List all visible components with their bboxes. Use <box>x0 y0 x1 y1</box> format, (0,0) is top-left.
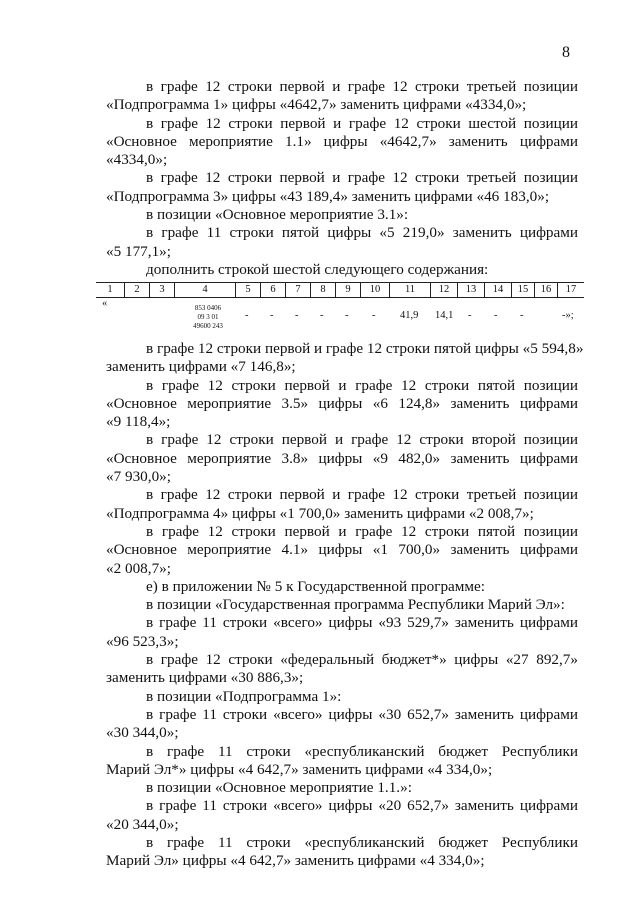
text-block-before-table <box>106 78 578 279</box>
column-header: 11 <box>404 284 416 295</box>
paragraph-line: в графе 11 строки «всего» цифры «93 529,7» заменить цифрами <box>146 614 578 632</box>
inserted-table <box>96 282 584 332</box>
paragraph-line: в графе 11 строки «республиканский бюджет Республики <box>146 834 578 852</box>
code-line: 09 3 01 <box>197 313 219 321</box>
paragraph-line: «20 344,0»; <box>106 815 179 833</box>
paragraph-line: Марий Эл» цифры «4 642,7» заменить цифрами «4 334,0»; <box>106 852 485 870</box>
paragraph-line: в позиции «Государственная программа Республики Марий Эл»: <box>146 596 565 614</box>
table-cell: 41,9 <box>400 310 419 321</box>
paragraph-line: «30 344,0»; <box>106 724 179 742</box>
table-cell: -»; <box>562 310 574 321</box>
code-line: 49600 243 <box>193 322 223 330</box>
code-line: 853 0406 <box>194 304 222 312</box>
column-header: 3 <box>159 284 165 295</box>
paragraph-line: Марий Эл*» цифры «4 642,7» заменить цифрами «4 334,0»; <box>106 760 493 778</box>
column-header: 8 <box>320 284 326 295</box>
paragraph-line: в графе 12 строки первой и графе 12 строки пятой позиции <box>146 522 578 540</box>
table-cell: - <box>520 310 524 321</box>
paragraph-line: «Основное мероприятие 3.8» цифры «9 482,0» заменить цифрами <box>106 449 578 467</box>
column-header: 14 <box>492 284 504 295</box>
column-header: 9 <box>345 284 351 295</box>
column-header: 2 <box>134 284 140 295</box>
paragraph-line: заменить цифрами «30 886,3»; <box>106 669 304 687</box>
paragraph-line: «7 930,0»; <box>106 468 171 486</box>
table-cell: 14,1 <box>435 310 454 321</box>
paragraph-line: в позиции «Подпрограмма 1»: <box>146 687 342 705</box>
paragraph-line: в позиции «Основное мероприятие 3.1»: <box>146 206 409 224</box>
paragraph-line: «5 177,1»; <box>106 242 171 260</box>
paragraph-line: «Подпрограмма 4» цифры «1 700,0» заменить цифрами «2 008,7»; <box>106 504 534 522</box>
column-header: 12 <box>438 284 450 295</box>
paragraph-line: в графе 12 строки первой и графе 12 строки третьей позиции <box>146 169 578 187</box>
table-cell: - <box>494 310 498 321</box>
paragraph-line: в графе 12 строки первой и графе 12 строки третьей позиции <box>146 486 578 504</box>
text-block-after-table <box>106 340 584 871</box>
paragraph-line: «9 118,4»; <box>106 413 171 431</box>
paragraph-line: в графе 12 строки первой и графе 12 строки пятой цифры «5 594,8» <box>146 340 584 357</box>
paragraph-line: дополнить строкой шестой следующего содержания: <box>146 260 489 278</box>
paragraph-line: «96 523,3»; <box>106 632 179 650</box>
column-header: 6 <box>270 284 276 295</box>
paragraph-line: в графе 11 строки «всего» цифры «20 652,7» заменить цифрами <box>146 797 578 815</box>
table-cell: - <box>372 310 376 321</box>
table-cell: - <box>270 310 274 321</box>
paragraph-line: в графе 11 строки пятой цифры «5 219,0» заменить цифрами <box>146 224 578 242</box>
column-header: 5 <box>245 284 251 295</box>
open-quote: « <box>102 298 108 309</box>
paragraph-line: в графе 12 строки первой и графе 12 строки шестой позиции <box>146 114 578 132</box>
paragraph-line: «4334,0»; <box>106 151 168 169</box>
table-cell: - <box>320 310 324 321</box>
paragraph-line: е) в приложении № 5 к Государственной программе: <box>146 577 485 595</box>
table-cell: - <box>345 310 349 321</box>
budget-codes <box>188 304 228 331</box>
table-row <box>96 298 584 332</box>
paragraph-line: «Основное мероприятие 4.1» цифры «1 700,0» заменить цифрами <box>106 541 578 559</box>
column-header: 7 <box>295 284 301 295</box>
paragraph-line: «Подпрограмма 3» цифры «43 189,4» заменить цифрами «46 183,0»; <box>106 187 550 205</box>
paragraph-line: «2 008,7»; <box>106 559 171 577</box>
table-cell: - <box>295 310 299 321</box>
paragraph-line: «Основное мероприятие 3.5» цифры «6 124,8» заменить цифрами <box>106 394 578 412</box>
table-cell: - <box>468 310 472 321</box>
paragraph-line: «Основное мероприятие 1.1» цифры «4642,7» заменить цифрами <box>106 132 578 150</box>
paragraph-line: в графе 12 строки «федеральный бюджет*» цифры «27 892,7» <box>146 651 578 669</box>
column-header: 13 <box>465 284 477 295</box>
column-header: 4 <box>202 284 208 295</box>
column-header: 17 <box>565 284 577 295</box>
paragraph-line: в графе 12 строки первой и графе 12 строки второй позиции <box>146 431 578 449</box>
column-header: 16 <box>540 284 552 295</box>
table-cell: - <box>245 310 249 321</box>
paragraph-line: в графе 11 строки «республиканский бюджет Республики <box>146 742 578 760</box>
paragraph-line: заменить цифрами «7 146,8»; <box>106 358 296 376</box>
paragraph-line: в графе 12 строки первой и графе 12 строки пятой позиции <box>146 376 578 394</box>
paragraph-line: в графе 12 строки первой и графе 12 строки третьей позиции <box>146 78 578 95</box>
page-number: 8 <box>562 44 570 61</box>
paragraph-line: «Подпрограмма 1» цифры «4642,7» заменить цифрами «4334,0»; <box>106 96 527 114</box>
paragraph-line: в позиции «Основное мероприятие 1.1.»: <box>146 779 412 797</box>
table-header-row <box>96 282 584 298</box>
column-header: 15 <box>517 284 529 295</box>
column-header: 1 <box>107 284 113 295</box>
column-header: 10 <box>369 284 381 295</box>
paragraph-line: в графе 11 строки «всего» цифры «30 652,7» заменить цифрами <box>146 705 578 723</box>
